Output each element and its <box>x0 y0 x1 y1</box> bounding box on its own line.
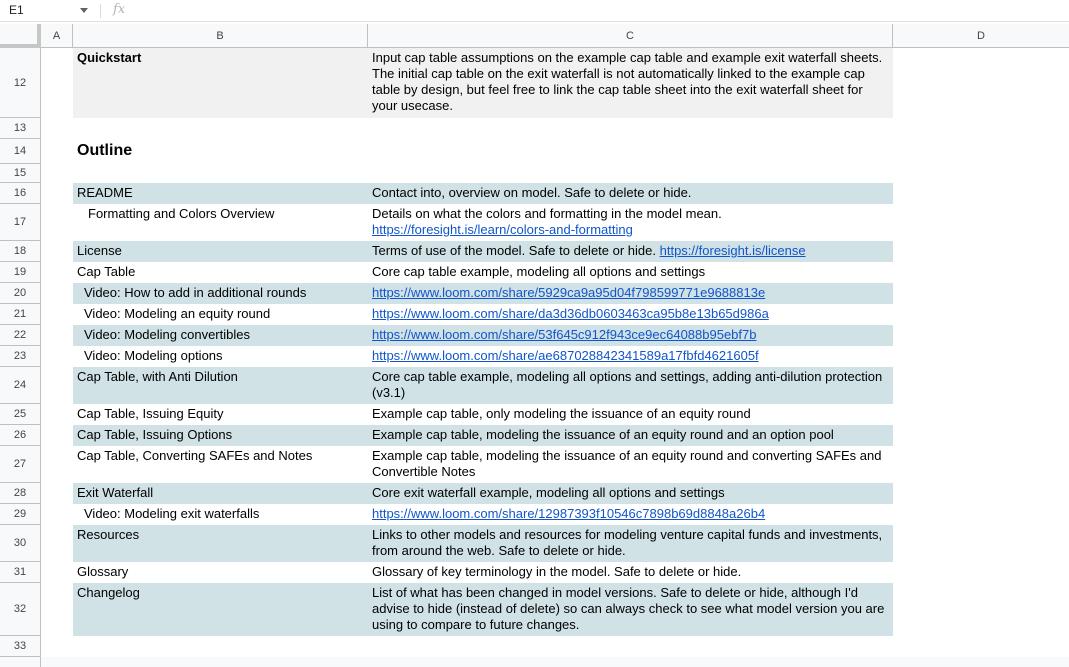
table-row <box>41 183 1069 204</box>
row-header[interactable]: 28 <box>0 483 40 504</box>
table-row <box>41 583 1069 636</box>
sheet-name-cell[interactable]: Video: Modeling options <box>84 348 223 363</box>
video-link[interactable]: https://www.loom.com/share/12987393f10546c7898b69d8848a26b4 <box>372 506 766 521</box>
row-header[interactable]: 29 <box>0 504 40 525</box>
description-cell[interactable]: Contact into, overview on model. Safe to delete or hide. <box>372 185 692 200</box>
table-row <box>41 325 1069 346</box>
video-link[interactable]: https://www.loom.com/share/da3d36db0603463ca95b8e13b65d986a <box>372 306 769 321</box>
sheet-name-cell[interactable]: Resources <box>77 527 140 542</box>
description-cell[interactable]: Core exit waterfall example, modeling all options and settings <box>372 485 725 500</box>
sheet-name-cell[interactable]: Formatting and Colors Overview <box>88 206 275 221</box>
formula-bar-divider <box>100 4 101 18</box>
video-link[interactable]: https://www.loom.com/share/5929ca9a95d04f798599771e9688813e <box>372 285 766 300</box>
row-header[interactable]: 25 <box>0 404 40 425</box>
description-cell[interactable]: Example cap table, only modeling the issuance of an equity round <box>372 406 751 421</box>
row-header[interactable]: 13 <box>0 118 40 139</box>
sheet-name-cell[interactable]: Exit Waterfall <box>77 485 154 500</box>
sheet-name-cell[interactable]: Cap Table <box>77 264 136 279</box>
video-link[interactable]: https://www.loom.com/share/ae687028842341589a17fbfd4621605f <box>372 348 759 363</box>
table-row <box>41 346 1069 367</box>
sheet-name-cell[interactable]: License <box>77 243 122 258</box>
row-header[interactable]: 32 <box>0 583 40 636</box>
sheet-name-cell[interactable]: Video: Modeling convertibles <box>84 327 250 342</box>
column-header-b[interactable]: B <box>73 24 368 48</box>
table-row <box>41 204 1069 241</box>
sheet-name-cell[interactable]: Video: Modeling exit waterfalls <box>84 506 260 521</box>
table-row <box>41 139 1069 164</box>
column-headers <box>0 24 1069 48</box>
table-row <box>41 425 1069 446</box>
sheet-name-cell[interactable]: Video: How to add in additional rounds <box>84 285 307 300</box>
select-all-corner[interactable] <box>0 24 41 48</box>
chevron-down-icon[interactable] <box>80 8 88 13</box>
table-row <box>41 367 1069 404</box>
row-header[interactable]: 20 <box>0 283 40 304</box>
row-header[interactable]: 31 <box>0 562 40 583</box>
description-cell[interactable]: Links to other models and resources for modeling venture capital funds and investments, from around the web. Safe to delete or hide. <box>372 527 883 558</box>
table-row <box>41 504 1069 525</box>
cell-quickstart-label[interactable]: Quickstart <box>77 50 142 65</box>
formula-bar <box>0 0 1069 22</box>
row-headers <box>0 48 41 667</box>
row-header[interactable]: 26 <box>0 425 40 446</box>
row-header[interactable]: 14 <box>0 139 40 164</box>
cell-quickstart-text[interactable]: Input cap table assumptions on the example cap table and example exit waterfall sheets. The initial cap table on the exit waterfall is not automatically linked to the example cap table by design, but feel free to link the cap table sheet into the exit waterfall sheet for your usecase. <box>372 50 883 113</box>
description-text: Details on what the colors and formatting in the model mean. <box>372 206 722 221</box>
row-header[interactable]: 16 <box>0 183 40 204</box>
table-row <box>41 262 1069 283</box>
colors-formatting-link[interactable]: https://foresight.is/learn/colors-and-formatting <box>372 222 633 237</box>
description-cell[interactable] <box>368 241 893 262</box>
video-link[interactable]: https://www.loom.com/share/53f645c912f943ce9ec64088b95ebf7b <box>372 327 757 342</box>
sheet-grid <box>41 48 1069 667</box>
row-header[interactable]: 24 <box>0 367 40 404</box>
table-row <box>41 562 1069 583</box>
description-cell[interactable]: List of what has been changed in model versions. Safe to delete or hide, although I'd advise to hide (instead of delete) so can always check to see what model version you are using to compare to future changes. <box>372 585 885 632</box>
sheet-name-cell[interactable]: Glossary <box>77 564 129 579</box>
sheet-name-cell[interactable]: Cap Table, Converting SAFEs and Notes <box>77 448 313 463</box>
row-header[interactable]: 30 <box>0 525 40 562</box>
sheet-name-cell[interactable]: Video: Modeling an equity round <box>84 306 271 321</box>
row-header[interactable]: 21 <box>0 304 40 325</box>
row-header[interactable]: 17 <box>0 204 40 241</box>
function-icon: fx <box>113 2 126 17</box>
description-cell[interactable]: Example cap table, modeling the issuance of an equity round and an option pool <box>372 427 834 442</box>
table-row <box>41 48 1069 118</box>
description-cell[interactable]: Glossary of key terminology in the model. Safe to delete or hide. <box>372 564 742 579</box>
table-row <box>41 304 1069 325</box>
sheet-name-cell[interactable]: Changelog <box>77 585 140 600</box>
description-cell[interactable]: Example cap table, modeling the issuance of an equity round and converting SAFEs and Convertible Notes <box>372 448 882 479</box>
row-header[interactable]: 27 <box>0 446 40 483</box>
table-row <box>41 241 1069 262</box>
row-header[interactable]: 12 <box>0 48 40 118</box>
table-row <box>41 404 1069 425</box>
row-header[interactable]: 23 <box>0 346 40 367</box>
row-header[interactable]: 33 <box>0 636 40 657</box>
row-header[interactable]: 22 <box>0 325 40 346</box>
sheet-name-cell[interactable]: Cap Table, Issuing Options <box>77 427 233 442</box>
license-link[interactable]: https://foresight.is/license <box>659 243 806 258</box>
row-header[interactable]: 19 <box>0 262 40 283</box>
description-cell[interactable] <box>368 204 893 241</box>
row-header[interactable]: 15 <box>0 164 40 183</box>
column-header-d[interactable]: D <box>977 30 985 42</box>
scroll-gutter <box>41 657 1069 667</box>
name-box[interactable] <box>0 0 100 22</box>
sheet-name-cell[interactable]: README <box>77 185 133 200</box>
sheet-name-cell[interactable]: Cap Table, Issuing Equity <box>77 406 224 421</box>
name-box-value[interactable]: E1 <box>9 3 24 17</box>
description-cell[interactable]: Core cap table example, modeling all options and settings, adding anti-dilution protection (v3.1) <box>372 369 883 400</box>
table-row <box>41 283 1069 304</box>
column-header-a[interactable]: A <box>41 24 73 48</box>
table-row <box>41 446 1069 483</box>
table-row <box>41 525 1069 562</box>
description-cell[interactable]: Core cap table example, modeling all options and settings <box>372 264 706 279</box>
sheet-name-cell[interactable]: Cap Table, with Anti Dilution <box>77 369 238 384</box>
table-row <box>41 483 1069 504</box>
row-header[interactable]: 18 <box>0 241 40 262</box>
outline-heading[interactable]: Outline <box>77 142 133 159</box>
column-header-c[interactable]: C <box>368 24 893 48</box>
description-text: Terms of use of the model. Safe to delete or hide. <box>372 243 656 258</box>
